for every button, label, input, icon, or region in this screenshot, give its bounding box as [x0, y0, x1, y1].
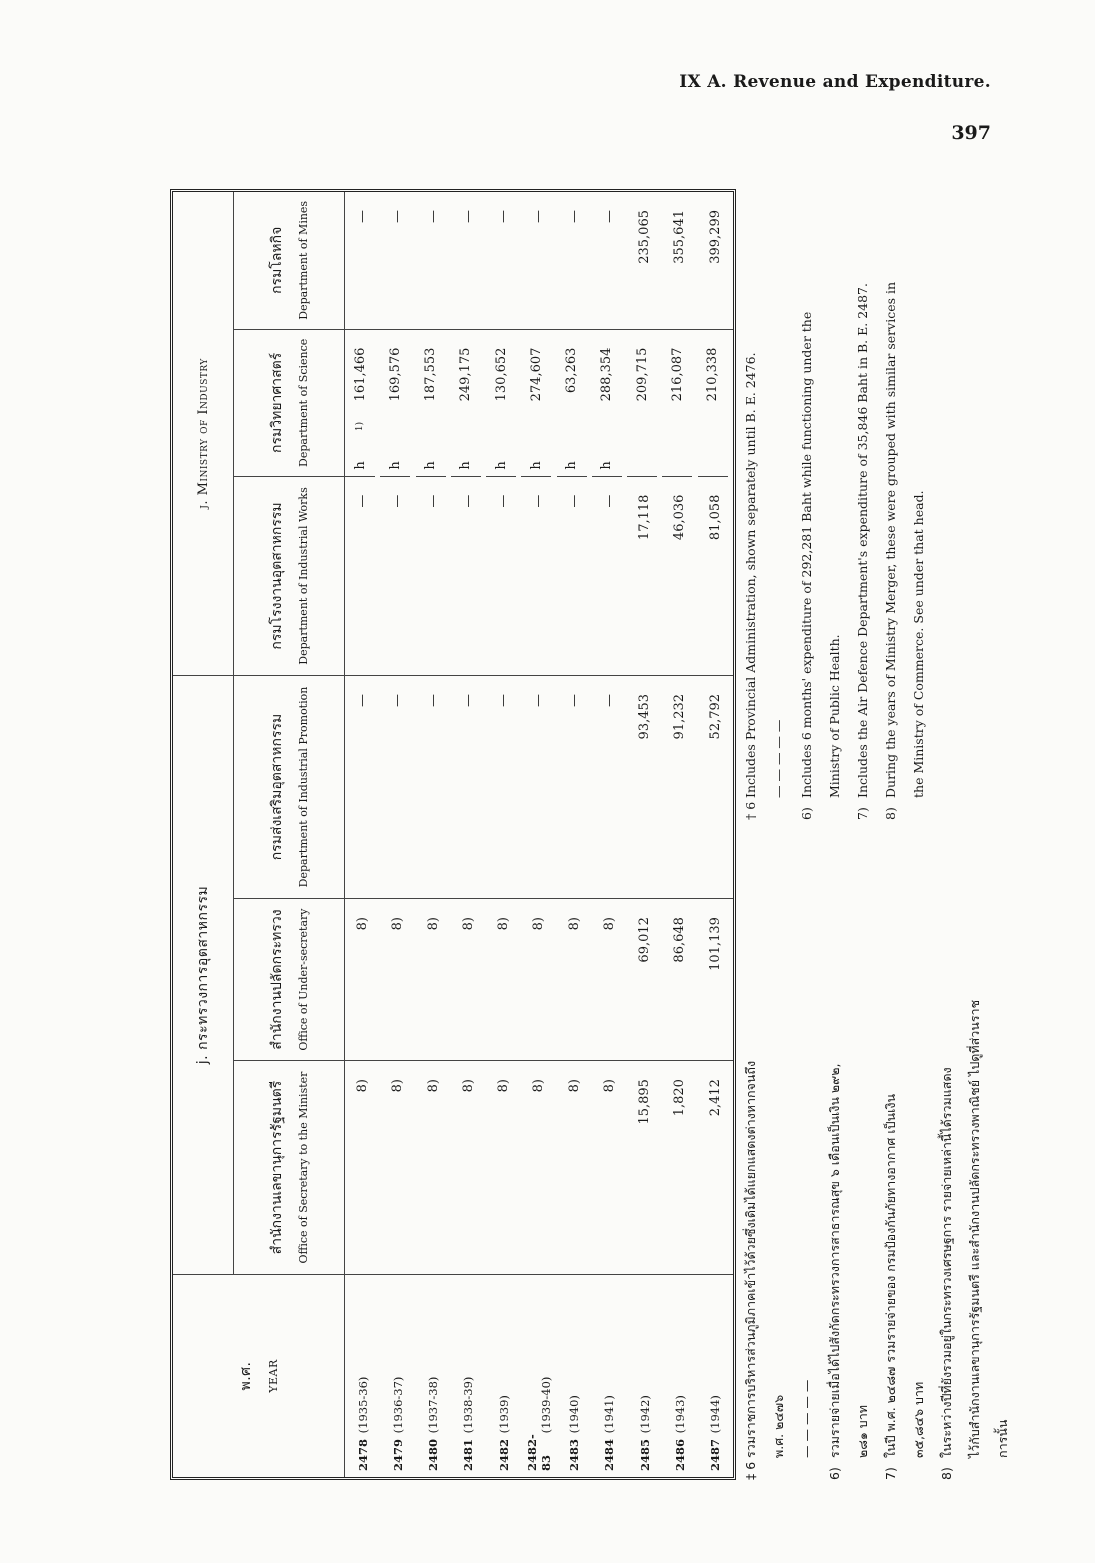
science-note: 1) — [355, 421, 365, 432]
under-sec-cell: 8) — [345, 899, 381, 1061]
english-footnote-text: — — — — — — [771, 719, 786, 798]
english-footnote-line — [821, 120, 849, 820]
thai-footnote-text: ๒๘๑ บาท — [855, 1405, 870, 1458]
ind-promotion-cell: — — [451, 675, 486, 898]
table-row — [380, 192, 415, 1477]
table-row — [662, 192, 697, 1477]
year-ce: (1938-39) — [461, 1376, 476, 1434]
science-value: 63,263 — [564, 347, 580, 394]
science-mark: h — [493, 461, 509, 470]
thai-footnote-line — [849, 840, 877, 1480]
year-cell — [416, 1275, 451, 1478]
english-footnote-text: During the years of Ministry Merger, these were grouped with similar services in — [883, 281, 898, 798]
mines-cell: — — [451, 192, 486, 329]
thai-footnote-line — [877, 840, 905, 1480]
ind-works-cell: — — [557, 477, 592, 676]
year-ce: (1940) — [567, 1395, 582, 1434]
ind-promotion-en: Department of Industrial Promotion — [297, 686, 311, 888]
thai-footnote-line — [933, 840, 961, 1480]
under-sec-header — [234, 899, 345, 1061]
expenditure-table-frame — [170, 189, 736, 1480]
science-mark: h — [387, 461, 403, 470]
science-mark: h — [458, 461, 474, 470]
science-value: 249,175 — [458, 347, 474, 402]
science-cell — [557, 330, 587, 477]
year-be: 2483 — [567, 1438, 582, 1471]
year-cell — [451, 1275, 486, 1478]
ind-works-cell: 17,118 — [627, 477, 662, 676]
under-sec-en: Office of Under-secretary — [297, 908, 311, 1051]
table-row — [416, 192, 451, 1477]
english-footnote-mark: 6) — [799, 807, 814, 820]
year-ce: (1939-40) — [538, 1376, 553, 1434]
year-be: 2486 — [672, 1438, 687, 1471]
year-ce: (1941) — [602, 1395, 617, 1434]
ind-promotion-cell: — — [521, 675, 556, 898]
year-be: 2482-83 — [524, 1434, 553, 1471]
science-mark: h — [352, 461, 368, 470]
english-footnote-line — [849, 120, 877, 820]
ind-promotion-header — [234, 675, 345, 898]
under-sec-cell: 8) — [557, 899, 592, 1061]
year-header-thai: พ.ศ. — [238, 1361, 255, 1391]
year-ce: (1937-38) — [426, 1376, 441, 1434]
english-footnote-text: Ministry of Public Health. — [827, 634, 842, 798]
english-footnote-mark: 7) — [855, 807, 870, 820]
science-value: 274,607 — [528, 347, 544, 402]
year-ce: (1936-37) — [390, 1376, 405, 1434]
thai-footnote-text: รวมรายจ่ายเมื่อได้ไปสังกัดกระทรวงการสาธารณสุข ๖ เดือนเป็นเงิน ๒๙๒, — [827, 1063, 842, 1458]
science-value: 210,338 — [705, 347, 721, 402]
thai-footnote-mark: 7) — [883, 1467, 898, 1480]
sec-minister-cell: 8) — [521, 1061, 556, 1275]
year-ce: (1935-36) — [355, 1376, 370, 1434]
ind-promotion-cell: 93,453 — [627, 675, 662, 898]
ind-promotion-cell: — — [557, 675, 592, 898]
thai-footnote-text: ๓๕,๘๔๖ บาท — [911, 1381, 926, 1458]
under-sec-cell: 8) — [521, 899, 556, 1061]
science-header — [234, 329, 345, 476]
thai-footnote-line — [821, 840, 849, 1480]
year-ce: (1939) — [496, 1395, 511, 1434]
expenditure-table — [173, 192, 733, 1477]
science-en: Department of Science — [297, 338, 311, 467]
thai-footnote-text: การนั้น — [995, 1419, 1010, 1458]
english-footnotes — [737, 120, 933, 820]
table-row — [521, 192, 556, 1477]
english-footnote-text: Includes 6 months' expenditure of 292,281 Baht while functioning under the — [799, 311, 814, 798]
english-footnote-line — [877, 120, 905, 820]
mines-cell: 355,641 — [662, 192, 697, 329]
english-footnote-line — [905, 120, 933, 820]
ind-works-header — [234, 477, 345, 676]
under-sec-cell: 101,139 — [698, 899, 733, 1061]
table-body — [345, 192, 734, 1477]
sec-minister-header — [234, 1061, 345, 1275]
under-sec-cell: 86,648 — [662, 899, 697, 1061]
thai-footnotes — [737, 840, 1017, 1480]
table-row — [345, 192, 381, 1477]
year-header-en: YEAR — [266, 1359, 280, 1393]
under-sec-cell: 8) — [380, 899, 415, 1061]
ind-works-cell: — — [345, 477, 381, 676]
year-be: 2485 — [637, 1438, 652, 1471]
thai-footnote-text: รวมราชการบริหารส่วนภูมิภาคเข้าไว้ด้วยซึ่งเดิมได้แยกแสดงต่างหากจนถึง — [743, 1060, 758, 1458]
science-mark: h — [423, 461, 439, 470]
science-cell — [592, 330, 622, 477]
year-cell — [380, 1275, 415, 1478]
science-mark: h — [599, 461, 615, 470]
english-footnote-text: Includes the Air Defence Department's expenditure of 35,846 Baht in B. E. 2487. — [855, 283, 870, 798]
year-cell — [557, 1275, 592, 1478]
mines-cell: — — [380, 192, 415, 329]
english-footnote-text: Includes Provincial Administration, shown separately until B. E. 2476. — [743, 352, 758, 798]
thai-footnote-line — [961, 840, 989, 1480]
year-cell — [627, 1275, 662, 1478]
year-cell — [345, 1275, 381, 1478]
mines-cell: — — [557, 192, 592, 329]
science-cell — [486, 330, 516, 477]
english-footnote-mark: † 6 — [743, 801, 758, 820]
ind-works-cell: — — [380, 477, 415, 676]
under-sec-cell: 69,012 — [627, 899, 662, 1061]
sec-minister-cell: 8) — [380, 1061, 415, 1275]
mines-cell: — — [345, 192, 381, 329]
table-row — [592, 192, 627, 1477]
year-cell — [521, 1275, 556, 1478]
ind-promotion-cell: — — [486, 675, 521, 898]
year-cell — [486, 1275, 521, 1478]
thai-footnote-text: — — — — — — [799, 1379, 814, 1458]
thai-footnote-line — [905, 840, 933, 1480]
science-value: 161,466 — [352, 347, 368, 402]
year-be: 2484 — [602, 1438, 617, 1471]
ind-works-thai: กรมโรงงานอุตสาหกรรม — [268, 502, 285, 650]
under-sec-thai: สำนักงานปลัดกระทรวง — [268, 909, 285, 1050]
thai-footnote-line — [737, 840, 765, 1480]
thai-footnote-line — [989, 840, 1017, 1480]
year-be: 2478 — [355, 1438, 370, 1471]
ind-works-cell: — — [486, 477, 521, 676]
year-cell — [698, 1275, 733, 1478]
mines-cell: 399,299 — [698, 192, 733, 329]
ind-works-cell: — — [521, 477, 556, 676]
year-ce: (1942) — [637, 1395, 652, 1434]
english-footnote-text: the Ministry of Commerce. See under that head. — [911, 490, 926, 798]
science-value: 169,576 — [387, 347, 403, 402]
mines-cell: — — [486, 192, 521, 329]
ministry-title-en: j. Ministry of Industry — [173, 192, 234, 675]
year-be: 2487 — [708, 1438, 723, 1471]
thai-footnote-text: ในปี พ.ศ. ๒๔๘๗ รวมรายจ่ายของ กรมป้องกันภัยทางอากาศ เป็นเงิน — [883, 1094, 898, 1458]
mines-cell: — — [592, 192, 627, 329]
ind-works-en: Department of Industrial Works — [297, 487, 311, 665]
thai-footnote-line — [793, 840, 821, 1480]
year-ce: (1944) — [708, 1395, 723, 1434]
ind-works-cell: 46,036 — [662, 477, 697, 676]
rotated-content — [107, 100, 1095, 1480]
sec-minister-cell: 8) — [592, 1061, 627, 1275]
ind-works-cell: — — [451, 477, 486, 676]
mines-header — [234, 192, 345, 329]
table-row — [451, 192, 486, 1477]
ind-promotion-cell: — — [380, 675, 415, 898]
sec-minister-cell: 8) — [451, 1061, 486, 1275]
science-mark: h — [528, 461, 544, 470]
ind-works-cell: — — [416, 477, 451, 676]
science-cell — [451, 330, 481, 477]
sec-minister-thai: สำนักงานเลขานุการรัฐมนตรี — [268, 1080, 285, 1255]
thai-footnote-text: ในระหว่างปีที่ยังรวมอยู่ในกระทรวงเศรษฐการ รายจ่ายเหล่านี้ได้รวมแสดง — [939, 1067, 954, 1458]
sec-minister-cell: 1,820 — [662, 1061, 697, 1275]
english-footnote-mark: 8) — [883, 807, 898, 820]
science-cell — [416, 330, 446, 477]
ind-promotion-cell: — — [345, 675, 381, 898]
year-ce: (1943) — [672, 1395, 687, 1434]
year-header — [173, 1275, 345, 1478]
science-mark: h — [564, 461, 580, 470]
science-cell — [627, 330, 657, 477]
year-cell — [662, 1275, 697, 1478]
mines-thai: กรมโลหกิจ — [268, 226, 285, 294]
science-thai: กรมวิทยาศาสตร์ — [268, 352, 285, 453]
under-sec-cell: 8) — [416, 899, 451, 1061]
sec-minister-cell: 8) — [557, 1061, 592, 1275]
english-footnote-line — [737, 120, 765, 820]
thai-footnote-text: ไว้กับสำนักงานเลขานุการรัฐมนตรี และสำนักงานปลัดกระทรวงพาณิชย์ ไปดูที่ส่วนราช — [967, 999, 982, 1458]
ind-works-cell: — — [592, 477, 627, 676]
sec-minister-cell: 8) — [416, 1061, 451, 1275]
science-value: 209,715 — [634, 347, 650, 402]
page-number: 397 — [951, 122, 991, 144]
science-cell — [380, 330, 410, 477]
ind-promotion-cell: 52,792 — [698, 675, 733, 898]
ind-works-cell: 81,058 — [698, 477, 733, 676]
ind-promotion-cell: — — [416, 675, 451, 898]
science-cell — [662, 330, 692, 477]
ministry-header-row — [173, 192, 234, 1477]
science-value: 216,087 — [669, 347, 685, 402]
year-be: 2481 — [461, 1438, 476, 1471]
english-footnote-line — [765, 120, 793, 820]
science-cell — [345, 330, 375, 477]
ind-promotion-cell: 91,232 — [662, 675, 697, 898]
table-row — [557, 192, 592, 1477]
table-row — [486, 192, 521, 1477]
mines-cell: — — [416, 192, 451, 329]
thai-footnote-text: พ.ศ. ๒๔๗๖ — [771, 1394, 786, 1458]
sec-minister-cell: 15,895 — [627, 1061, 662, 1275]
thai-footnote-mark: 8) — [939, 1467, 954, 1480]
english-footnote-line — [793, 120, 821, 820]
year-be: 2479 — [390, 1438, 405, 1471]
mines-cell: — — [521, 192, 556, 329]
science-value: 187,553 — [423, 347, 439, 402]
thai-footnote-line — [765, 840, 793, 1480]
year-be: 2480 — [426, 1438, 441, 1471]
science-cell — [521, 330, 551, 477]
science-value: 288,354 — [599, 347, 615, 402]
table-row — [627, 192, 662, 1477]
under-sec-cell: 8) — [486, 899, 521, 1061]
under-sec-cell: 8) — [592, 899, 627, 1061]
mines-en: Department of Mines — [297, 200, 311, 320]
thai-footnote-mark: ‡ 6 — [743, 1461, 758, 1480]
sec-minister-cell: 8) — [345, 1061, 381, 1275]
year-cell — [592, 1275, 627, 1478]
sec-minister-en: Office of Secretary to the Minister — [297, 1071, 311, 1264]
page-header: IX A. Revenue and Expenditure. — [679, 72, 991, 92]
ind-promotion-cell: — — [592, 675, 627, 898]
under-sec-cell: 8) — [451, 899, 486, 1061]
sec-minister-cell: 2,412 — [698, 1061, 733, 1275]
mines-cell: 235,065 — [627, 192, 662, 329]
science-cell — [698, 330, 728, 477]
table-row — [698, 192, 733, 1477]
ind-promotion-thai: กรมส่งเสริมอุตสาหกรรม — [268, 713, 285, 861]
sec-minister-cell: 8) — [486, 1061, 521, 1275]
ministry-title-thai: j. กระทรวงการอุตสาหกรรม — [173, 675, 234, 1274]
science-value: 130,652 — [493, 347, 509, 402]
thai-footnote-mark: 6) — [827, 1467, 842, 1480]
year-be: 2482 — [496, 1438, 511, 1471]
